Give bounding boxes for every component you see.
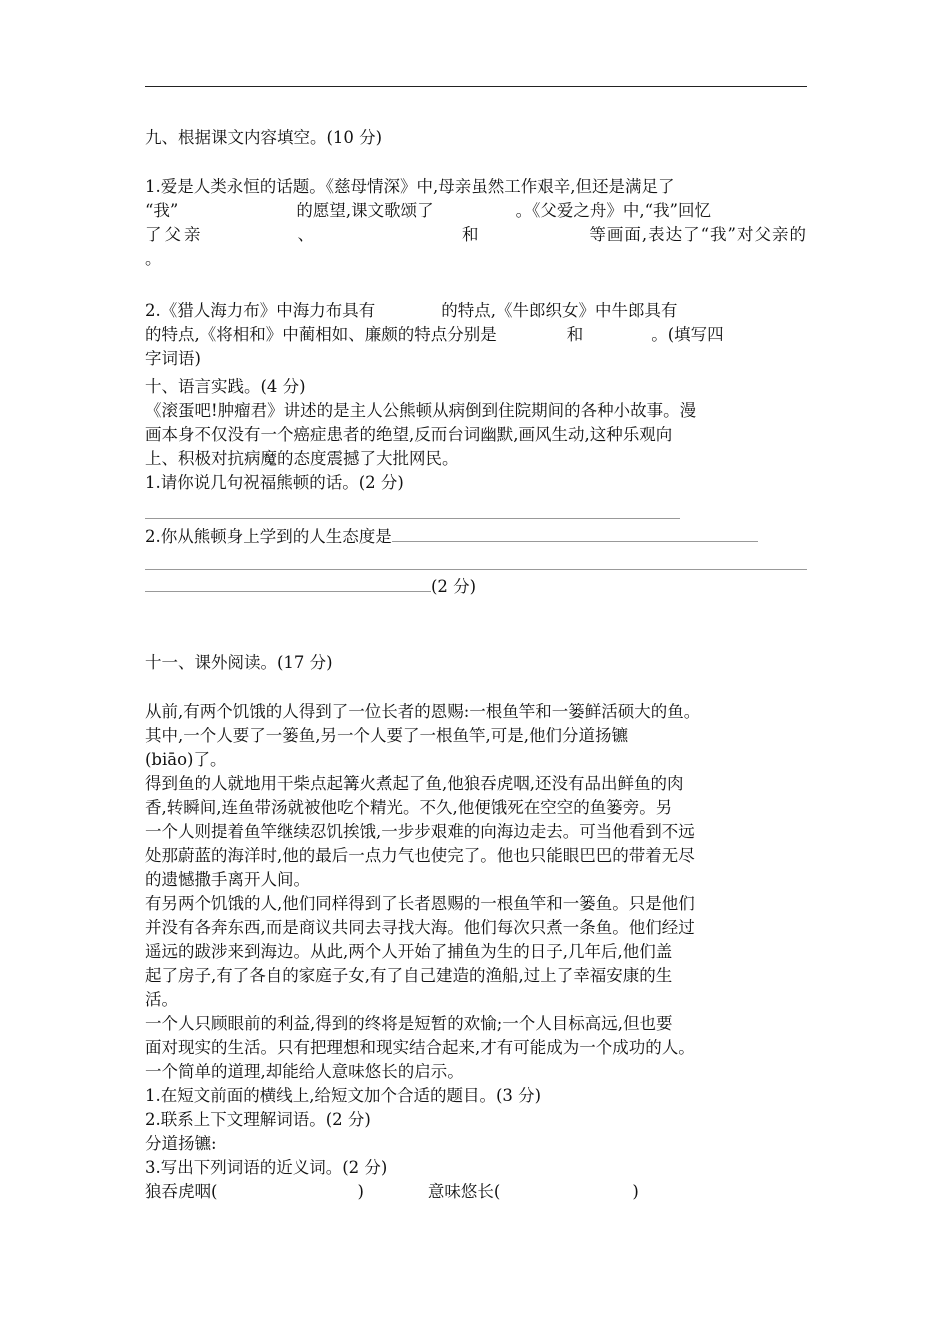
reading-passage: 从前,有两个饥饿的人得到了一位长者的恩赐:一根鱼竿和一篓鲜活硕大的鱼。 其中,一个人要了一篓鱼,另一个人要了一根鱼竿,可是,他们分道扬镳 (biāo)了。 得到鱼的人就地用干柴点起篝火煮起了鱼,他狼吞虎咽,还没有品出鲜鱼的肉 香,转瞬间,连鱼带汤就被他吃个精光。不久,他便饿死在空空的鱼篓旁。另 一个人则提着鱼竿继续忍饥挨饿,一步步艰难的向海边走去。可当他看到不远 处那蔚蓝的海洋时,他的最后一点力气也使完了。他也只能眼巴巴的带着无尽 的遗憾撒手离开人间。 有另两个饥饿的人,他们同样得到了长者恩赐的一根鱼竿和一篓鱼。只是他们 并没有各奔东西,而是商议共同去寻找大海。他们每次只煮一条鱼。他们经过 遥远的跋涉来到海边。从此,两个人开始了捕鱼为生的日子,几年后,他们盖 起了房子,有了各自的家庭子女,有了自己建造的渔船,过上了幸福安康的生 活。 一个人只顾眼前的利益,得到的终将是短暂的欢愉;一个人目标高远,但也要 面对现实的生活。只有把理想和现实结合起来,才有可能成为一个成功的人。 一个简单的道理,却能给人意味悠长的启示。 1.在短文前面的横线上,给短文加个合适的题目。(3 分) 2.联系上下文理解词语。(2 分) 分道扬镳: 3.写出下列词语的近义词。(2 分) 狼吞虎咽( ) 意味悠长( ) — [145, 700, 825, 1204]
section10: 十、语言实践。(4 分) 《滚蛋吧!肿瘤君》讲述的是主人公熊顿从病倒到住院期间的各种小故事。漫 画本身不仅没有一个癌症患者的绝望,反而台词幽默,画风生动,这种乐观向 上、积极对抗病魔的态度震撼了大批网民。 1.请你说几句祝福熊顿的话。(2 分) — [145, 375, 807, 495]
section10-question1: 1.请你说几句祝福熊顿的话。(2 分) — [145, 473, 404, 492]
question: 2.联系上下文理解词语。(2 分) — [145, 1110, 371, 1129]
answer-line[interactable] — [145, 569, 807, 570]
section9-question1: 1.爱是人类永恒的话题。《慈母情深》中,母亲虽然工作艰辛,但还是满足了 “我” 的愿望,课文歌颂了 。《父爱之舟》中,“我”回忆 了父亲 、 和 等画面,表达了“我”对父亲的 。 — [145, 177, 807, 268]
section10-question2: 2.你从熊顿身上学到的人生态度是 — [145, 525, 807, 549]
answer-line[interactable] — [145, 591, 431, 592]
question: 1.在短文前面的横线上,给短文加个合适的题目。(3 分) — [145, 1086, 542, 1105]
answer-line[interactable] — [145, 518, 680, 519]
header-rule — [145, 86, 807, 87]
answer-line[interactable] — [392, 541, 758, 542]
section9-question2: 2.《猎人海力布》中海力布具有 的特点,《牛郎织女》中牛郎具有 的特点,《将相和》中蔺相如、廉颇的特点分别是 和 。(填写四 字词语) — [145, 301, 724, 368]
section11-title: 十一、课外阅读。(17 分) — [145, 653, 333, 672]
synonym-row: 狼吞虎咽( ) 意味悠长( ) — [145, 1182, 639, 1201]
section9-title: 九、根据课文内容填空。(10 分) — [145, 128, 383, 147]
section10-title: 十、语言实践。(4 分) — [145, 377, 306, 396]
question: 分道扬镳: — [145, 1134, 217, 1153]
question: 3.写出下列词语的近义词。(2 分) — [145, 1158, 388, 1177]
